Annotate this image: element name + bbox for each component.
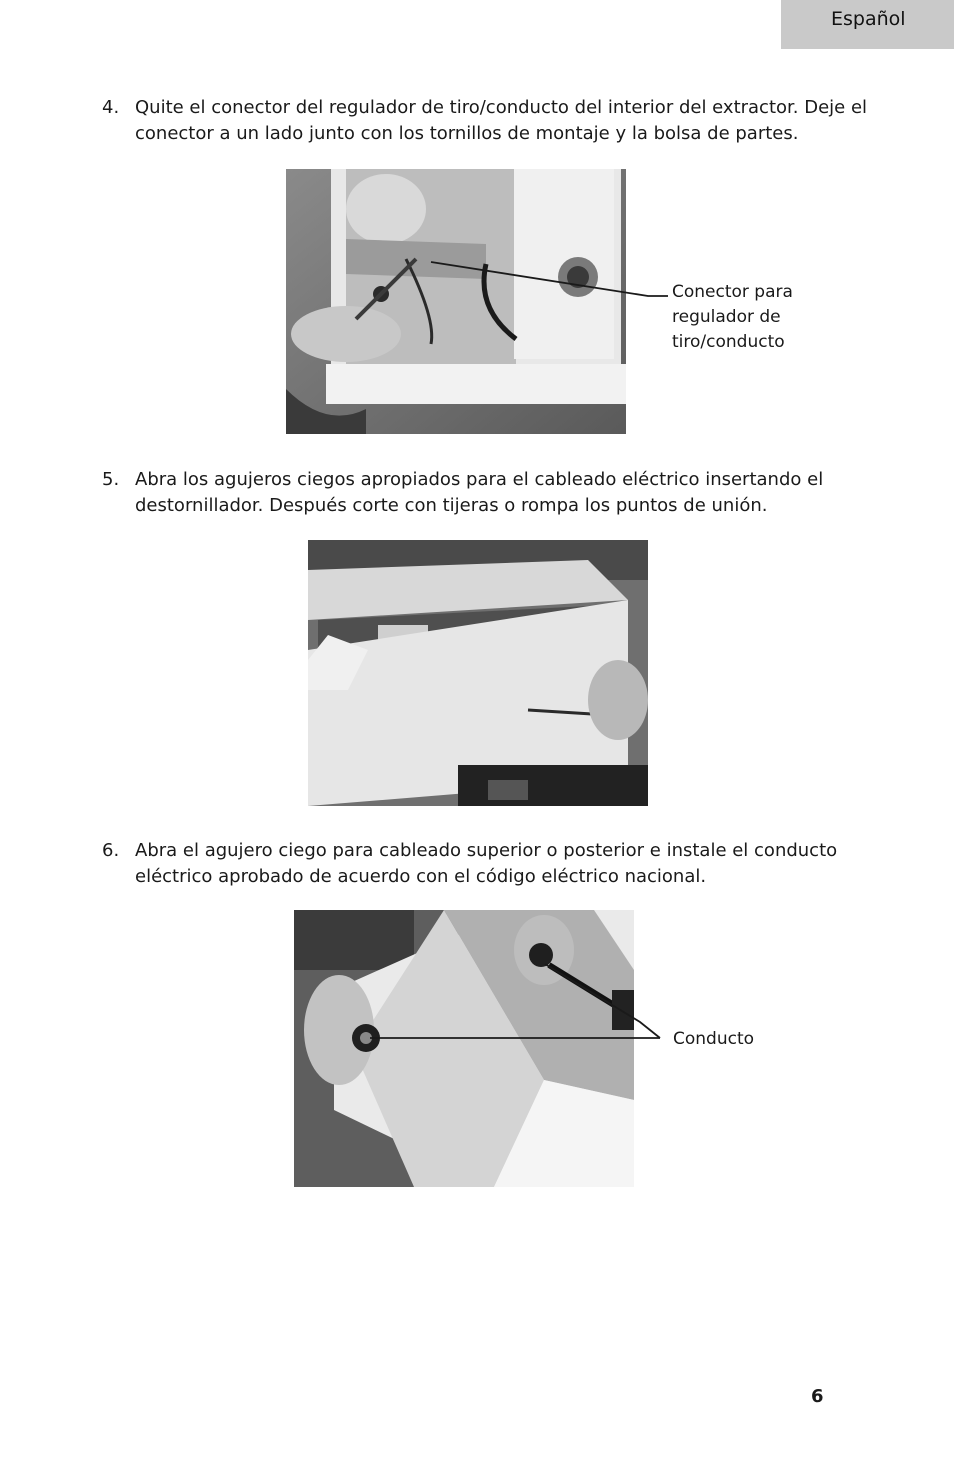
language-label: Español [831,8,906,30]
step-text: Abra los agujeros ciegos apropiados para el cableado eléctrico insertando el destornillador. Después corte con tijeras o rompa los puntos de unión. [135,469,824,516]
step-text: Abra el agujero ciego para cableado superior o posterior e instale el conducto eléctrico aprobado de acuerdo con el código eléctrico nacional. [135,840,838,887]
language-tab [781,0,954,49]
photo-conduit [294,910,634,1187]
photo-damper-connector [286,169,626,434]
page-number: 6 [811,1386,824,1407]
step-5 [102,467,882,519]
step-text: Quite el conector del regulador de tiro/conducto del interior del extractor. Deje el conector a un lado junto con los tornillos de montaje y la bolsa de partes. [135,97,868,144]
callout-damper-connector: Conector para regulador de tiro/conducto [672,282,793,352]
step-4 [102,95,882,147]
step-number: 4. [102,97,120,118]
callout-conduit: Conducto [673,1029,755,1049]
step-number: 5. [102,469,120,490]
step-number: 6. [102,840,120,861]
photo-knockouts [308,540,648,806]
step-6 [102,838,882,890]
